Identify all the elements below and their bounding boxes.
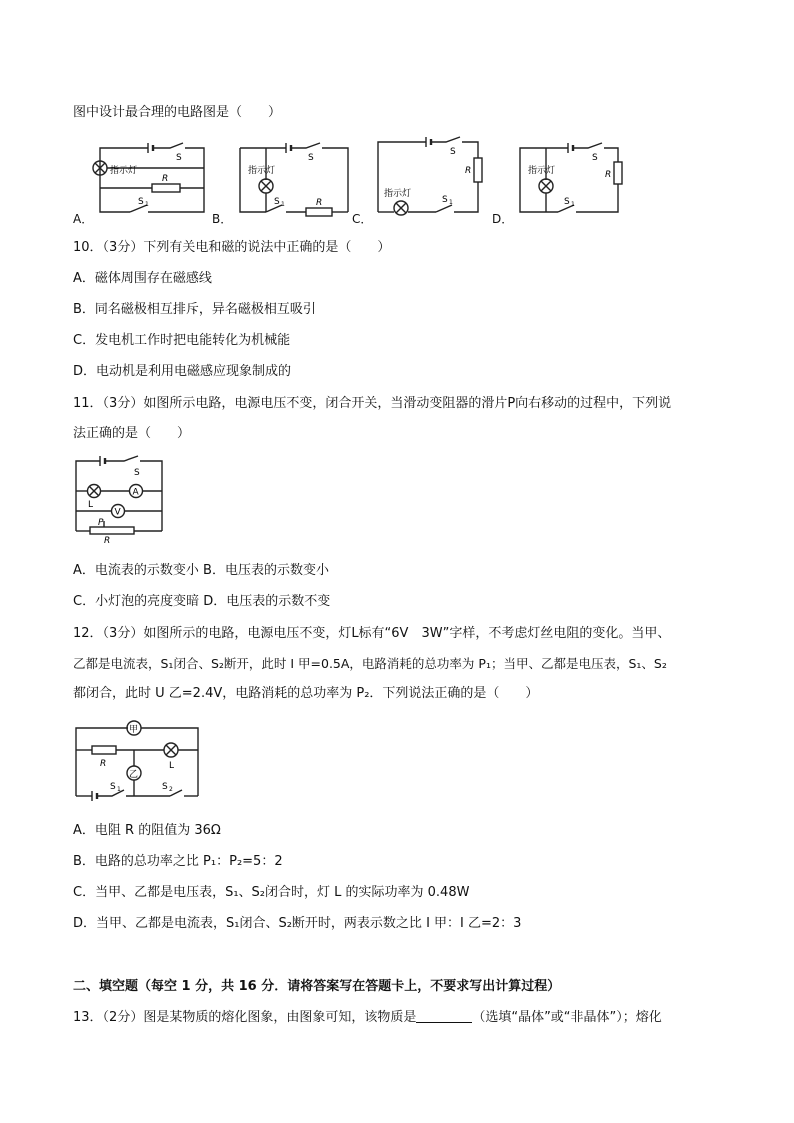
- q11-l-label: L: [88, 500, 94, 510]
- q11-p-label: P: [98, 518, 104, 528]
- q11-circuit: [74, 455, 166, 546]
- q12-r-label: R: [100, 759, 107, 769]
- q9-option-d[interactable]: D．: [492, 212, 514, 226]
- q9d-r-label: R: [605, 170, 612, 180]
- q13-stem-part1: 13．（2分）图是某物质的熔化图象，由图象可知，该物质是: [73, 1010, 417, 1025]
- q9-circuit-b: [236, 142, 356, 218]
- q11-stem-line2: 法正确的是（ ）: [73, 426, 191, 441]
- q9-option-c[interactable]: C．: [352, 212, 373, 226]
- q9c-s1-sub: 1: [449, 199, 453, 206]
- q12-option-c[interactable]: C．当甲、乙都是电压表，S₁、S₂闭合时，灯 L 的实际功率为 0.48W: [73, 885, 470, 900]
- q13-answer-blank[interactable]: [416, 1010, 472, 1023]
- q9a-r-label: R: [162, 174, 169, 184]
- q9b-s1-sub: 1: [281, 201, 285, 208]
- q12-s1-label: S: [110, 782, 116, 792]
- q10-option-d[interactable]: D．电动机是利用电磁感应现象制成的: [73, 364, 292, 379]
- q10-stem: 10．（3分）下列有关电和磁的说法中正确的是（ ）: [73, 240, 391, 255]
- q9d-indicator-label: 指示灯: [528, 166, 556, 176]
- q12-s1-sub: 1: [117, 786, 121, 793]
- q12-option-b[interactable]: B．电路的总功率之比 P₁：P₂=5：2: [73, 854, 283, 869]
- q9a-s1-label: S: [138, 197, 144, 207]
- q13-stem-part2: （选填“晶体”或“非晶体”）；熔化: [472, 1010, 662, 1025]
- q12-option-a[interactable]: A．电阻 R 的阻值为 36Ω: [73, 823, 221, 838]
- q9b-s1-label: S: [274, 197, 280, 207]
- q12-yi-label: 乙: [129, 770, 139, 780]
- q11-s-label: S: [134, 468, 140, 478]
- q11-stem-line1: 11．（3分）如图所示电路，电源电压不变，闭合开关，当滑动变阻器的滑片P向右移动的过程中，下列说: [73, 396, 672, 411]
- q11-options-line2[interactable]: C．小灯泡的亮度变暗 D．电压表的示数不变: [73, 594, 331, 609]
- q9-option-a[interactable]: A．: [73, 212, 94, 226]
- q12-circuit: [74, 716, 202, 802]
- q13-stem: [73, 1010, 662, 1026]
- q9b-s-label: S: [308, 153, 314, 163]
- q9-circuit-a: [90, 142, 210, 218]
- q12-s2-label: S: [162, 782, 168, 792]
- q12-stem-line3: 都闭合，此时 U 乙=2.4V，电路消耗的总功率为 P₂．下列说法正确的是（ ）: [73, 686, 539, 701]
- q12-jia-label: 甲: [129, 725, 139, 735]
- q9d-s1-label: S: [564, 197, 570, 207]
- q11-r-label: R: [104, 536, 111, 546]
- q9a-indicator-label: 指示灯: [110, 166, 138, 176]
- q9d-s-label: S: [592, 153, 598, 163]
- q9-stem: 图中设计最合理的电路图是（ ）: [73, 105, 282, 120]
- q9a-s-label: S: [176, 153, 182, 163]
- section-2-heading: 二、填空题（每空 1 分，共 16 分．请将答案写在答题卡上，不要求写出计算过程）: [73, 979, 561, 994]
- q9c-s-label: S: [450, 147, 456, 157]
- q11-ammeter-label: A: [132, 487, 139, 498]
- q12-stem-line2: 乙都是电流表，S₁闭合、S₂断开，此时 I 甲=0.5A，电路消耗的总功率为 P₁；当甲、乙都是电压表，S₁、S₂: [73, 656, 667, 671]
- q11-options-line1[interactable]: A．电流表的示数变小 B．电压表的示数变小: [73, 563, 329, 578]
- q9c-r-label: R: [465, 166, 472, 176]
- q10-option-b[interactable]: B．同名磁极相互排斥，异名磁极相互吸引: [73, 302, 316, 317]
- q11-voltmeter-label: V: [114, 507, 121, 518]
- q12-stem-line1: 12．（3分）如图所示的电路，电源电压不变，灯L标有“6V 3W”字样，不考虑灯丝电阻的变化。当甲、: [73, 626, 671, 641]
- q12-l-label: L: [169, 761, 175, 771]
- q12-option-d[interactable]: D．当甲、乙都是电流表，S₁闭合、S₂断开时，两表示数之比 I 甲：I 乙=2：3: [73, 916, 522, 931]
- q9c-indicator-label: 指示灯: [384, 189, 412, 199]
- q10-option-a[interactable]: A．磁体周围存在磁感线: [73, 271, 212, 286]
- q12-s2-sub: 2: [169, 786, 173, 793]
- q10-option-c[interactable]: C．发电机工作时把电能转化为机械能: [73, 333, 291, 348]
- q9c-s1-label: S: [442, 195, 448, 205]
- q9d-s1-sub: 1: [571, 201, 575, 208]
- q9b-r-label: R: [316, 198, 323, 208]
- q9-option-b[interactable]: B．: [212, 212, 233, 226]
- q9a-s1-sub: 1: [145, 201, 149, 208]
- q9-circuit-d: [518, 142, 628, 218]
- q9b-indicator-label: 指示灯: [248, 166, 276, 176]
- q9-circuit-c: [376, 136, 496, 218]
